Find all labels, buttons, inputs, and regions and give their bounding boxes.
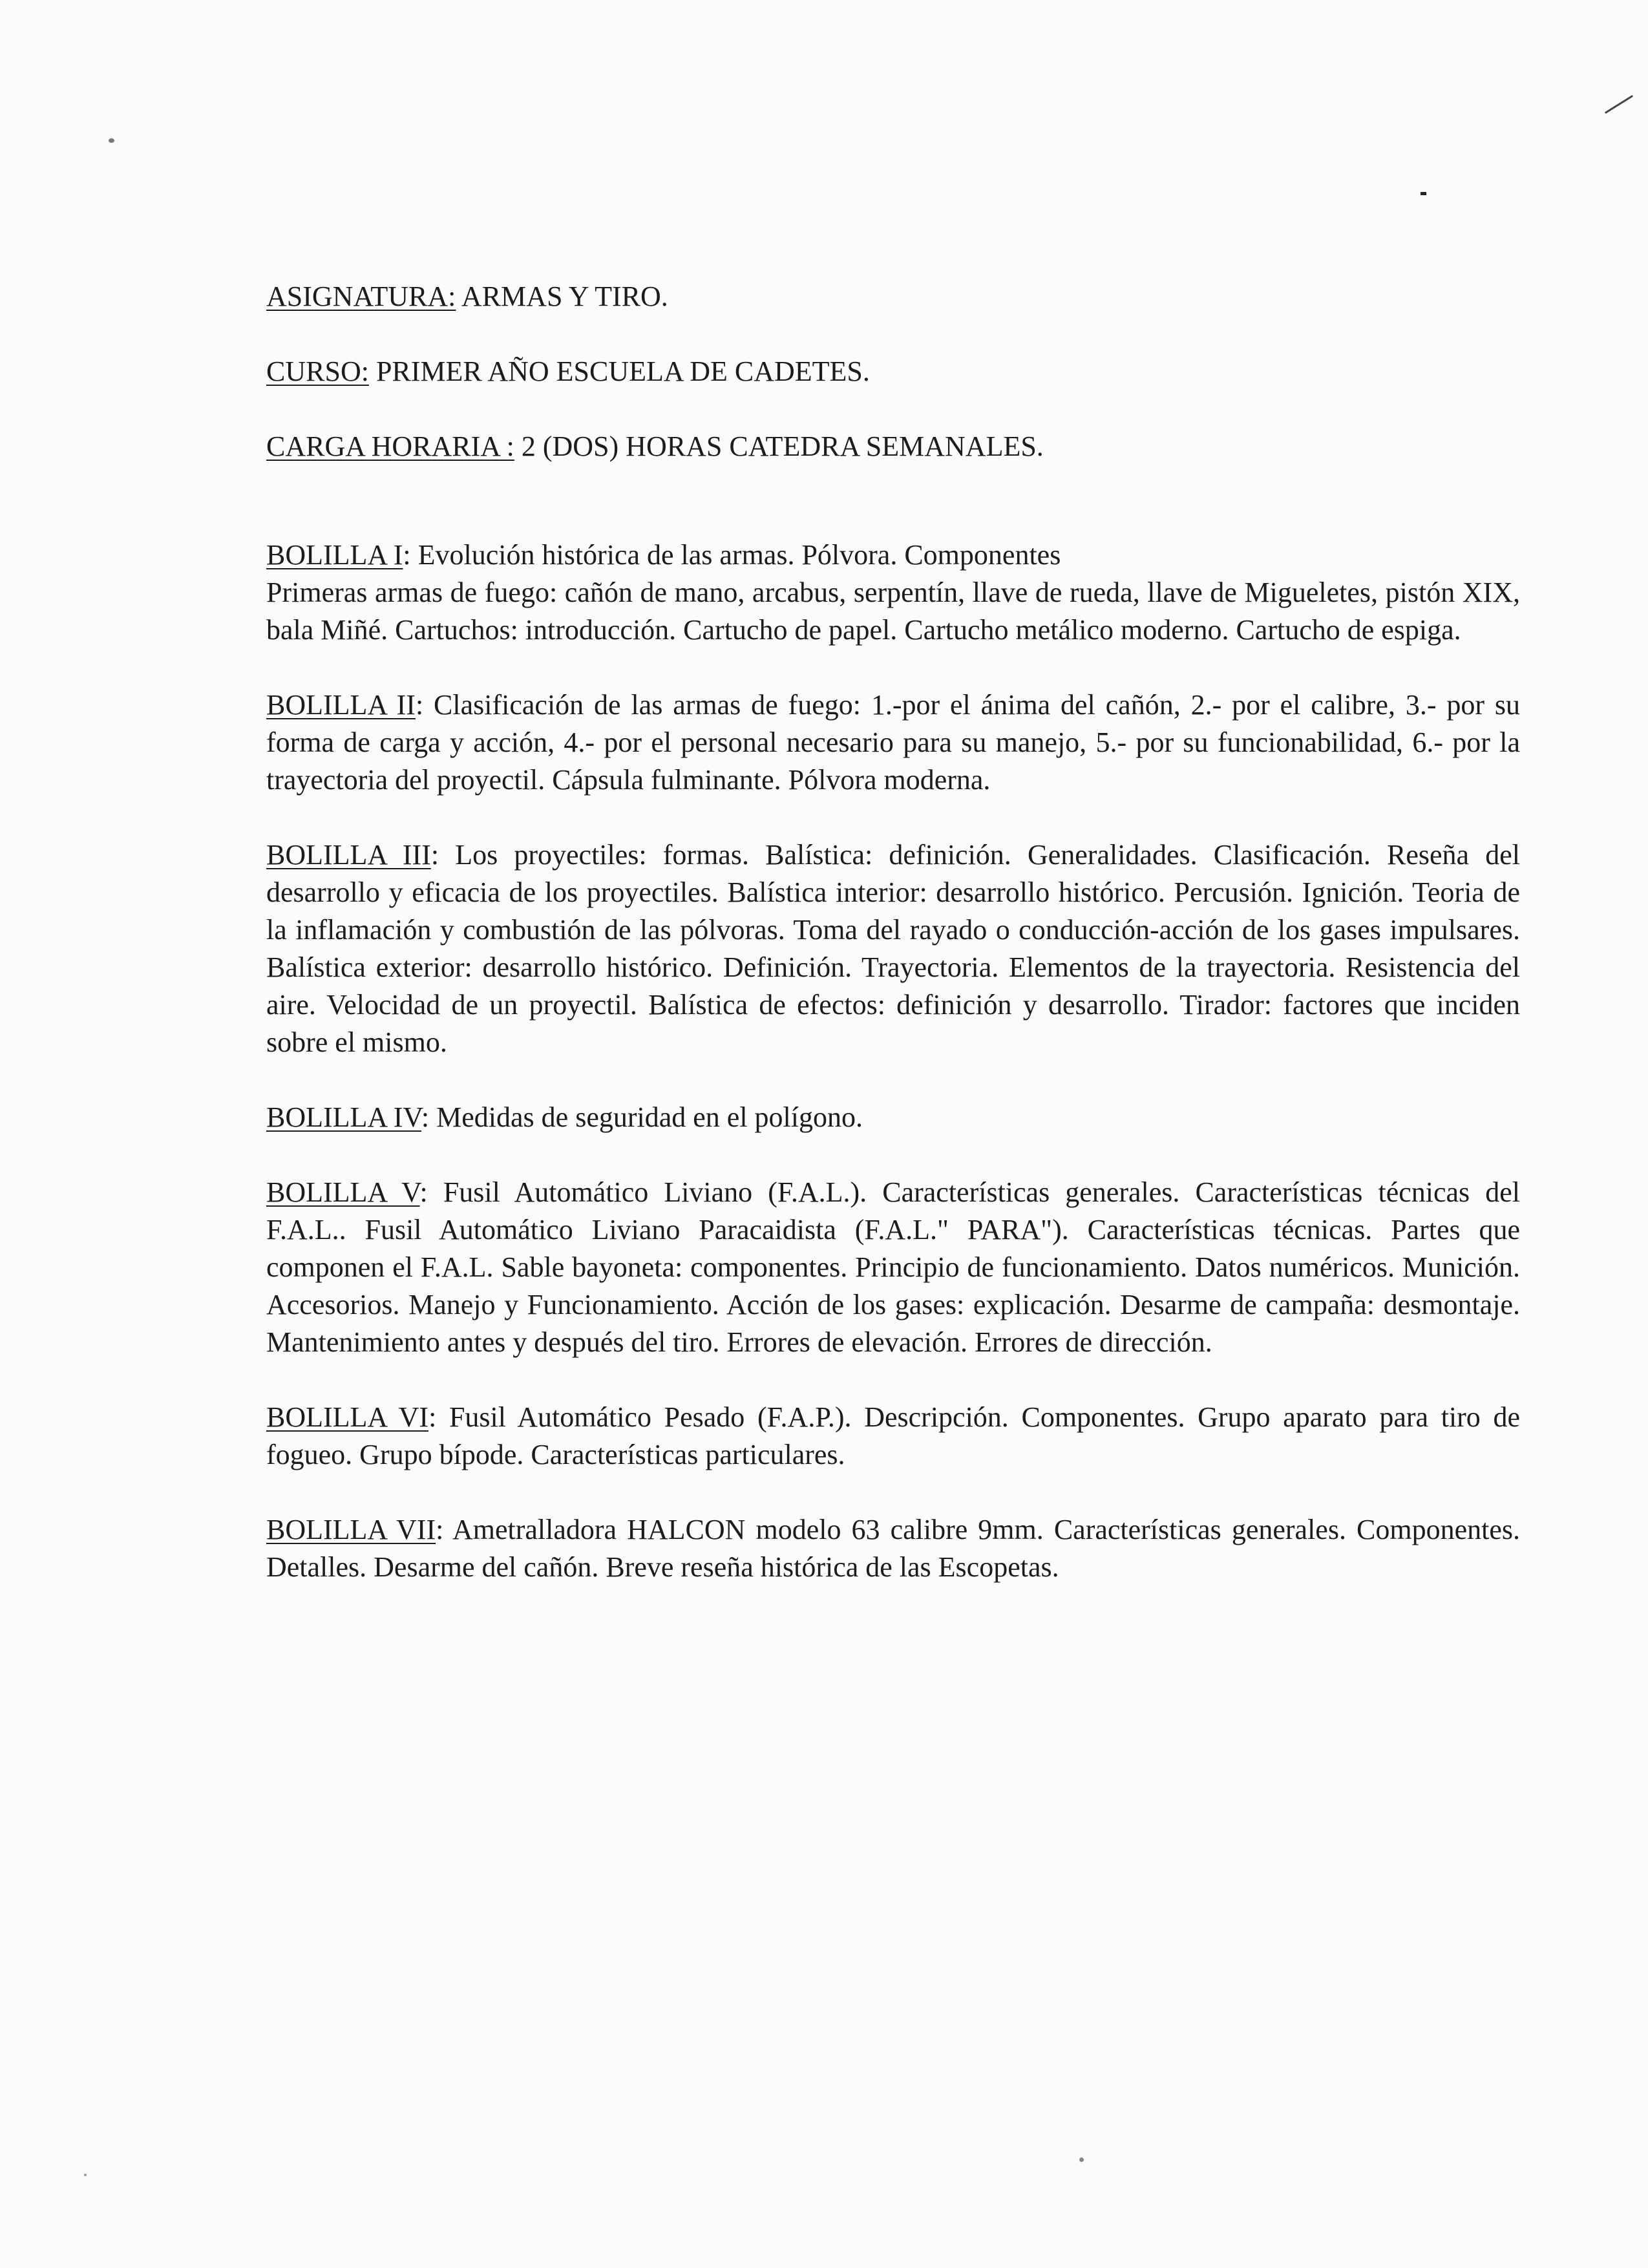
section-label: BOLILLA VI — [266, 1401, 429, 1433]
section-bolilla-3 — [266, 836, 1520, 1061]
document-body — [266, 278, 1520, 1624]
section-label: BOLILLA IV — [266, 1101, 421, 1133]
section-text: : Medidas de seguridad en el polígono. — [421, 1101, 863, 1133]
ink-speck — [84, 2174, 87, 2176]
section-text: : Los proyectiles: formas. Balística: definición. Generalidades. Clasificación. Reseña del desarrollo y eficacia de los proyectiles. Balística interior: desarrollo histórico. Percusión. Ignición. Teoria de la inflamación y combustión de las pólvoras. Toma del rayado o conducción-acción de los gases impulsares. Balística exterior: desarrollo histórico. Definición. Trayectoria. Elementos de la trayectoria. Resistencia del aire. Velocidad de un proyectil. Balística de efectos: definición y desarrollo. Tirador: factores que inciden sobre el mismo. — [266, 839, 1520, 1058]
section-text: : Evolución histórica de las armas. Pólvora. Componentes Primeras armas de fuego: cañón de mano, arcabus, serpentín, llave de rueda, llave de Migueletes, pistón XIX, bala Miñé. Cartuchos: introducción. Cartucho de papel. Cartucho metálico moderno. Cartucho de espiga. — [266, 539, 1520, 646]
hours-line — [266, 428, 1520, 465]
section-text: : Ametralladora HALCON modelo 63 calibre 9mm. Características generales. Componentes. Detalles. Desarme del cañón. Breve reseña histórica de las Escopetas. — [266, 1514, 1520, 1583]
section-text: : Fusil Automático Liviano (F.A.L.). Características generales. Características técnicas del F.A.L.. Fusil Automático Liviano Paracaidista (F.A.L." PARA"). Características técnicas. Partes que componen el F.A.L. Sable bayoneta: componentes. Principio de funcionamiento. Datos numéricos. Munición. Accesorios. Manejo y Funcionamiento. Acción de los gases: explicación. Desarme de campaña: desmontaje. Mantenimiento antes y después del tiro. Errores de elevación. Errores de dirección. — [266, 1176, 1521, 1358]
section-bolilla-5 — [266, 1174, 1520, 1361]
hours-label: CARGA HORARIA : — [266, 430, 514, 462]
section-label: BOLILLA V — [266, 1176, 420, 1208]
pen-mark — [1605, 95, 1633, 114]
course-line — [266, 353, 1520, 390]
ink-speck — [1421, 192, 1426, 195]
section-text: : Clasificación de las armas de fuego: 1.-por el ánima del cañón, 2.- por el calibre, 3.- por su forma de carga y acción, 4.- por el personal necesario para su manejo, 5.- por su funcionabilidad, 6.- por la trayectoria del proyectil. Cápsula fulminante. Pólvora moderna. — [266, 689, 1520, 796]
course-label: CURSO: — [266, 355, 369, 387]
section-bolilla-6 — [266, 1399, 1520, 1474]
ink-speck — [109, 138, 114, 143]
subject-label: ASIGNATURA: — [266, 281, 456, 312]
section-bolilla-4 — [266, 1099, 1520, 1136]
section-bolilla-2 — [266, 686, 1520, 799]
section-bolilla-7 — [266, 1511, 1520, 1586]
section-label: BOLILLA III — [266, 839, 431, 871]
ink-speck — [1079, 2157, 1084, 2162]
subject-value: ARMAS Y TIRO. — [456, 281, 668, 312]
section-label: BOLILLA VII — [266, 1514, 436, 1545]
section-label: BOLILLA II — [266, 689, 416, 721]
section-label: BOLILLA I — [266, 539, 403, 571]
hours-value: 2 (DOS) HORAS CATEDRA SEMANALES. — [514, 430, 1044, 462]
subject-line — [266, 278, 1520, 315]
course-value: PRIMER AÑO ESCUELA DE CADETES. — [368, 355, 870, 387]
section-bolilla-1 — [266, 536, 1520, 649]
section-text: : Fusil Automático Pesado (F.A.P.). Descripción. Componentes. Grupo aparato para tiro de fogueo. Grupo bípode. Características particulares. — [266, 1401, 1520, 1470]
